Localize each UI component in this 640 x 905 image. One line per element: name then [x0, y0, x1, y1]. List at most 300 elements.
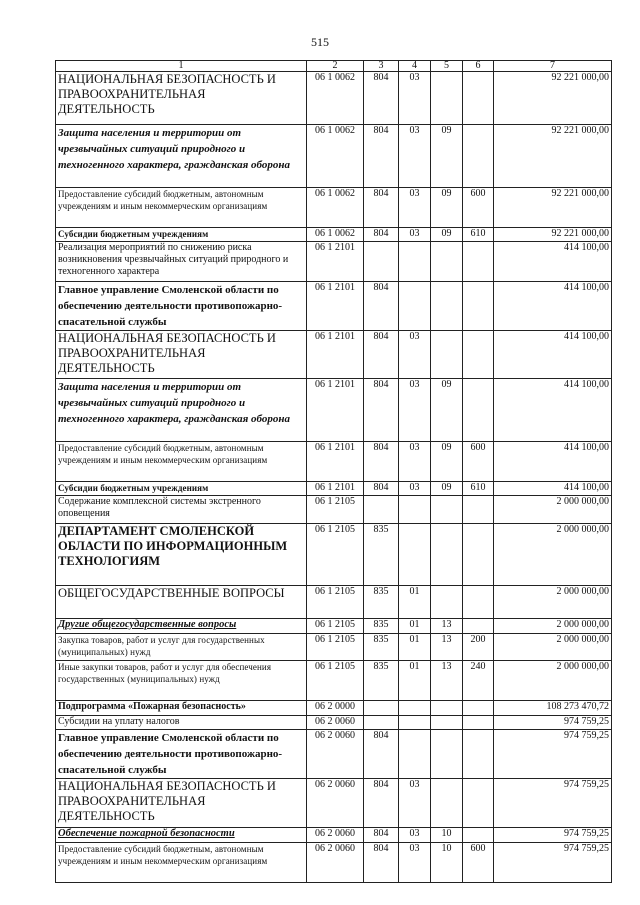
- subsection-code-cell: [431, 125, 463, 188]
- subsection-code-cell: [431, 72, 463, 125]
- amount-cell: [494, 442, 612, 482]
- row-name-cell: [56, 442, 307, 482]
- subsection-code-cell: [431, 331, 463, 379]
- row-name-cell: [56, 242, 307, 282]
- target-article-code-cell: [307, 730, 364, 779]
- department-code-cell: [364, 619, 399, 634]
- target-article-code: 06 1 0062: [315, 228, 355, 239]
- section-code-cell: [399, 843, 431, 883]
- target-article-code: 06 1 0062: [315, 125, 355, 136]
- amount: 2 000 000,00: [556, 496, 609, 507]
- row-name: Подпрограмма «Пожарная безопасность»: [58, 701, 246, 712]
- amount: 2 000 000,00: [556, 619, 609, 630]
- column-header: 5: [431, 61, 463, 72]
- section-code: 03: [409, 125, 420, 136]
- amount-cell: [494, 331, 612, 379]
- column-number-row: [56, 61, 612, 72]
- department-code-cell: [364, 282, 399, 331]
- section-code: 03: [409, 228, 420, 239]
- amount: 108 273 470,72: [546, 701, 609, 712]
- target-article-code: 06 1 2105: [315, 586, 355, 597]
- section-code-cell: [399, 188, 431, 228]
- subsection-code: 09: [441, 379, 452, 390]
- department-code: 804: [373, 125, 389, 136]
- amount: 2 000 000,00: [556, 661, 609, 672]
- table-row: [56, 188, 612, 228]
- subsection-code: 09: [441, 188, 452, 199]
- target-article-code: 06 1 2101: [315, 442, 355, 453]
- section-code: 03: [409, 482, 420, 493]
- target-article-code: 06 1 2105: [315, 634, 355, 645]
- row-name: НАЦИОНАЛЬНАЯ БЕЗОПАСНОСТЬ И ПРАВООХРАНИТЕЛЬНАЯ ДЕЯТЕЛЬНОСТЬ: [58, 72, 276, 116]
- row-name: Содержание комплексной системы экстренного оповещения: [58, 496, 261, 519]
- department-code-cell: [364, 730, 399, 779]
- target-article-code-cell: [307, 442, 364, 482]
- table-row: [56, 125, 612, 188]
- amount-cell: [494, 634, 612, 661]
- row-name: Субсидии на уплату налогов: [58, 716, 180, 727]
- row-name-cell: [56, 701, 307, 716]
- row-name: Главное управление Смоленской области по обеспечению деятельности противопожарно-спасательной службы: [58, 732, 283, 776]
- target-article-code-cell: [307, 524, 364, 586]
- section-code-cell: [399, 482, 431, 496]
- expense-type-code-cell: [463, 282, 494, 331]
- row-name-cell: [56, 730, 307, 779]
- amount-cell: [494, 188, 612, 228]
- subsection-code-cell: [431, 619, 463, 634]
- expense-type-code-cell: [463, 779, 494, 828]
- target-article-code-cell: [307, 228, 364, 242]
- amount: 974 759,25: [564, 730, 609, 741]
- row-name: Предоставление субсидий бюджетным, автономным учреждениям и иным некоммерческим организациям: [58, 443, 268, 465]
- target-article-code: 06 1 2101: [315, 331, 355, 342]
- subsection-code-cell: [431, 730, 463, 779]
- row-name: Закупка товаров, работ и услуг для государственных (муниципальных) нужд: [58, 635, 265, 657]
- expense-type-code-cell: [463, 72, 494, 125]
- table-row: [56, 701, 612, 716]
- expense-type-code-cell: [463, 586, 494, 619]
- target-article-code: 06 1 2101: [315, 282, 355, 293]
- table-row: [56, 72, 612, 125]
- subsection-code-cell: [431, 496, 463, 524]
- row-name: Защита населения и территории от чрезвычайных ситуаций природного и техногенного характера, гражданская оборона: [58, 381, 290, 425]
- department-code-cell: [364, 379, 399, 442]
- target-article-code-cell: [307, 619, 364, 634]
- section-code: 03: [409, 72, 420, 83]
- target-article-code: 06 1 2101: [315, 242, 355, 253]
- expense-type-code-cell: [463, 619, 494, 634]
- department-code-cell: [364, 634, 399, 661]
- column-header: 1: [56, 61, 307, 72]
- amount-cell: [494, 779, 612, 828]
- department-code: 835: [373, 619, 389, 630]
- section-code: 03: [409, 379, 420, 390]
- section-code: 03: [409, 779, 420, 790]
- amount: 2 000 000,00: [556, 634, 609, 645]
- target-article-code: 06 1 2105: [315, 496, 355, 507]
- row-name: Предоставление субсидий бюджетным, автономным учреждениям и иным некоммерческим организациям: [58, 189, 268, 211]
- department-code-cell: [364, 828, 399, 843]
- row-name: Субсидии бюджетным учреждениям: [58, 229, 209, 239]
- expense-type-code-cell: [463, 125, 494, 188]
- amount: 92 221 000,00: [551, 72, 609, 83]
- amount: 414 100,00: [564, 282, 609, 293]
- subsection-code-cell: [431, 716, 463, 730]
- target-article-code-cell: [307, 125, 364, 188]
- target-article-code-cell: [307, 379, 364, 442]
- row-name: Обеспечение пожарной безопасности: [58, 828, 235, 839]
- row-name-cell: [56, 188, 307, 228]
- subsection-code-cell: [431, 779, 463, 828]
- department-code: 804: [373, 828, 389, 839]
- amount-cell: [494, 828, 612, 843]
- amount-cell: [494, 730, 612, 779]
- row-name-cell: [56, 496, 307, 524]
- amount: 92 221 000,00: [551, 188, 609, 199]
- amount-cell: [494, 72, 612, 125]
- subsection-code-cell: [431, 282, 463, 331]
- expense-type-code-cell: [463, 843, 494, 883]
- amount-cell: [494, 496, 612, 524]
- expense-type-code-cell: [463, 661, 494, 701]
- subsection-code-cell: [431, 188, 463, 228]
- subsection-code-cell: [431, 661, 463, 701]
- subsection-code-cell: [431, 828, 463, 843]
- table-row: [56, 228, 612, 242]
- target-article-code-cell: [307, 843, 364, 883]
- table-row: [56, 828, 612, 843]
- subsection-code: 13: [441, 619, 452, 630]
- row-name: Реализация мероприятий по снижению риска возникновения чрезвычайных ситуаций природного и техногенного характера: [58, 242, 289, 277]
- department-code-cell: [364, 524, 399, 586]
- section-code-cell: [399, 716, 431, 730]
- row-name: Предоставление субсидий бюджетным, автономным учреждениям и иным некоммерческим организациям: [58, 844, 268, 866]
- expense-type-code-cell: [463, 496, 494, 524]
- amount-cell: [494, 843, 612, 883]
- department-code-cell: [364, 72, 399, 125]
- target-article-code: 06 2 0060: [315, 828, 355, 839]
- expense-type-code-cell: [463, 188, 494, 228]
- target-article-code: 06 1 2101: [315, 482, 355, 493]
- expense-type-code-cell: [463, 524, 494, 586]
- table-row: [56, 482, 612, 496]
- expense-type-code: 610: [470, 228, 486, 239]
- department-code: 804: [373, 228, 389, 239]
- target-article-code-cell: [307, 72, 364, 125]
- expense-type-code: 600: [470, 843, 486, 854]
- target-article-code-cell: [307, 701, 364, 716]
- expense-type-code-cell: [463, 482, 494, 496]
- target-article-code-cell: [307, 242, 364, 282]
- subsection-code: 09: [441, 482, 452, 493]
- department-code: 804: [373, 482, 389, 493]
- target-article-code-cell: [307, 716, 364, 730]
- target-article-code: 06 2 0060: [315, 779, 355, 790]
- row-name-cell: [56, 282, 307, 331]
- department-code-cell: [364, 496, 399, 524]
- target-article-code-cell: [307, 331, 364, 379]
- table-row: [56, 586, 612, 619]
- section-code-cell: [399, 634, 431, 661]
- row-name-cell: [56, 228, 307, 242]
- amount: 92 221 000,00: [551, 125, 609, 136]
- subsection-code: 10: [441, 828, 452, 839]
- department-code-cell: [364, 716, 399, 730]
- section-code: 03: [409, 188, 420, 199]
- amount: 974 759,25: [564, 779, 609, 790]
- section-code-cell: [399, 619, 431, 634]
- amount-cell: [494, 228, 612, 242]
- row-name: НАЦИОНАЛЬНАЯ БЕЗОПАСНОСТЬ И ПРАВООХРАНИТЕЛЬНАЯ ДЕЯТЕЛЬНОСТЬ: [58, 779, 276, 823]
- amount-cell: [494, 716, 612, 730]
- amount-cell: [494, 379, 612, 442]
- target-article-code-cell: [307, 586, 364, 619]
- table-row: [56, 242, 612, 282]
- subsection-code-cell: [431, 442, 463, 482]
- row-name-cell: [56, 586, 307, 619]
- target-article-code-cell: [307, 779, 364, 828]
- department-code-cell: [364, 586, 399, 619]
- section-code: 03: [409, 331, 420, 342]
- target-article-code: 06 1 0062: [315, 188, 355, 199]
- subsection-code: 13: [441, 661, 452, 672]
- amount: 92 221 000,00: [551, 228, 609, 239]
- row-name: НАЦИОНАЛЬНАЯ БЕЗОПАСНОСТЬ И ПРАВООХРАНИТЕЛЬНАЯ ДЕЯТЕЛЬНОСТЬ: [58, 331, 276, 375]
- amount: 414 100,00: [564, 242, 609, 253]
- department-code: 804: [373, 379, 389, 390]
- expense-type-code: 610: [470, 482, 486, 493]
- amount-cell: [494, 701, 612, 716]
- subsection-code-cell: [431, 634, 463, 661]
- page-number: 515: [311, 35, 329, 49]
- row-name: ОБЩЕГОСУДАРСТВЕННЫЕ ВОПРОСЫ: [58, 586, 285, 600]
- section-code-cell: [399, 661, 431, 701]
- amount: 2 000 000,00: [556, 586, 609, 597]
- expense-type-code-cell: [463, 442, 494, 482]
- department-code-cell: [364, 442, 399, 482]
- row-name-cell: [56, 482, 307, 496]
- row-name-cell: [56, 843, 307, 883]
- target-article-code: 06 2 0060: [315, 716, 355, 727]
- section-code: 01: [409, 661, 420, 672]
- target-article-code: 06 1 2105: [315, 619, 355, 630]
- table-row: [56, 282, 612, 331]
- target-article-code-cell: [307, 634, 364, 661]
- budget-table: [55, 60, 612, 883]
- expense-type-code-cell: [463, 701, 494, 716]
- amount-cell: [494, 661, 612, 701]
- subsection-code-cell: [431, 701, 463, 716]
- row-name-cell: [56, 779, 307, 828]
- department-code-cell: [364, 228, 399, 242]
- target-article-code-cell: [307, 482, 364, 496]
- subsection-code-cell: [431, 242, 463, 282]
- row-name-cell: [56, 716, 307, 730]
- section-code-cell: [399, 496, 431, 524]
- table-row: [56, 779, 612, 828]
- department-code-cell: [364, 482, 399, 496]
- amount: 414 100,00: [564, 442, 609, 453]
- amount-cell: [494, 482, 612, 496]
- department-code: 804: [373, 779, 389, 790]
- department-code: 804: [373, 72, 389, 83]
- amount-cell: [494, 125, 612, 188]
- table-row: [56, 379, 612, 442]
- row-name: Иные закупки товаров, работ и услуг для обеспечения государственных (муниципальных) нужд: [58, 662, 272, 684]
- department-code: 835: [373, 524, 389, 535]
- expense-type-code-cell: [463, 379, 494, 442]
- amount: 974 759,25: [564, 716, 609, 727]
- row-name: Субсидии бюджетным учреждениям: [58, 483, 209, 493]
- department-code-cell: [364, 779, 399, 828]
- expense-type-code: 240: [470, 661, 486, 672]
- section-code: 03: [409, 828, 420, 839]
- amount-cell: [494, 242, 612, 282]
- department-code: 804: [373, 843, 389, 854]
- amount: 974 759,25: [564, 828, 609, 839]
- department-code: 804: [373, 188, 389, 199]
- row-name: ДЕПАРТАМЕНТ СМОЛЕНСКОЙ ОБЛАСТИ ПО ИНФОРМАЦИОННЫМ ТЕХНОЛОГИЯМ: [58, 524, 288, 568]
- section-code-cell: [399, 442, 431, 482]
- section-code-cell: [399, 779, 431, 828]
- section-code: 01: [409, 586, 420, 597]
- row-name: Защита населения и территории от чрезвычайных ситуаций природного и техногенного характера, гражданская оборона: [58, 127, 290, 171]
- target-article-code: 06 1 2105: [315, 524, 355, 535]
- section-code-cell: [399, 282, 431, 331]
- table-row: [56, 716, 612, 730]
- expense-type-code-cell: [463, 716, 494, 730]
- amount: 974 759,25: [564, 843, 609, 854]
- department-code-cell: [364, 701, 399, 716]
- department-code-cell: [364, 188, 399, 228]
- section-code-cell: [399, 242, 431, 282]
- expense-type-code: 600: [470, 188, 486, 199]
- subsection-code-cell: [431, 228, 463, 242]
- department-code-cell: [364, 331, 399, 379]
- subsection-code-cell: [431, 524, 463, 586]
- subsection-code: 09: [441, 228, 452, 239]
- subsection-code: 13: [441, 634, 452, 645]
- expense-type-code-cell: [463, 331, 494, 379]
- row-name-cell: [56, 828, 307, 843]
- section-code-cell: [399, 228, 431, 242]
- table-row: [56, 619, 612, 634]
- row-name-cell: [56, 634, 307, 661]
- target-article-code: 06 1 2105: [315, 661, 355, 672]
- table-body: [56, 72, 612, 883]
- target-article-code-cell: [307, 661, 364, 701]
- section-code-cell: [399, 72, 431, 125]
- expense-type-code-cell: [463, 242, 494, 282]
- expense-type-code-cell: [463, 828, 494, 843]
- amount: 414 100,00: [564, 482, 609, 493]
- section-code: 03: [409, 843, 420, 854]
- subsection-code: 10: [441, 843, 452, 854]
- section-code: 03: [409, 442, 420, 453]
- department-code-cell: [364, 242, 399, 282]
- subsection-code-cell: [431, 586, 463, 619]
- section-code: 01: [409, 619, 420, 630]
- expense-type-code-cell: [463, 228, 494, 242]
- column-header: 3: [364, 61, 399, 72]
- column-header: 4: [399, 61, 431, 72]
- row-name-cell: [56, 125, 307, 188]
- table-row: [56, 331, 612, 379]
- subsection-code: 09: [441, 442, 452, 453]
- section-code-cell: [399, 730, 431, 779]
- department-code: 804: [373, 282, 389, 293]
- section-code-cell: [399, 379, 431, 442]
- section-code-cell: [399, 828, 431, 843]
- row-name-cell: [56, 661, 307, 701]
- department-code-cell: [364, 661, 399, 701]
- subsection-code-cell: [431, 843, 463, 883]
- subsection-code-cell: [431, 379, 463, 442]
- section-code-cell: [399, 524, 431, 586]
- target-article-code: 06 2 0060: [315, 730, 355, 741]
- row-name-cell: [56, 72, 307, 125]
- target-article-code-cell: [307, 188, 364, 228]
- amount: 2 000 000,00: [556, 524, 609, 535]
- table-row: [56, 730, 612, 779]
- amount: 414 100,00: [564, 331, 609, 342]
- target-article-code-cell: [307, 828, 364, 843]
- column-header: 2: [307, 61, 364, 72]
- section-code-cell: [399, 125, 431, 188]
- department-code-cell: [364, 125, 399, 188]
- table-row: [56, 843, 612, 883]
- section-code-cell: [399, 586, 431, 619]
- target-article-code: 06 2 0000: [315, 701, 355, 712]
- row-name-cell: [56, 524, 307, 586]
- section-code-cell: [399, 701, 431, 716]
- table-row: [56, 661, 612, 701]
- row-name-cell: [56, 619, 307, 634]
- department-code: 835: [373, 586, 389, 597]
- section-code-cell: [399, 331, 431, 379]
- department-code: 835: [373, 634, 389, 645]
- department-code: 804: [373, 331, 389, 342]
- column-header: 7: [494, 61, 612, 72]
- target-article-code: 06 1 0062: [315, 72, 355, 83]
- expense-type-code-cell: [463, 634, 494, 661]
- amount-cell: [494, 282, 612, 331]
- amount-cell: [494, 524, 612, 586]
- department-code: 835: [373, 661, 389, 672]
- amount-cell: [494, 619, 612, 634]
- subsection-code-cell: [431, 482, 463, 496]
- expense-type-code: 200: [470, 634, 486, 645]
- table-row: [56, 442, 612, 482]
- amount: 414 100,00: [564, 379, 609, 390]
- table-row: [56, 524, 612, 586]
- subsection-code: 09: [441, 125, 452, 136]
- target-article-code: 06 2 0060: [315, 843, 355, 854]
- department-code: 804: [373, 730, 389, 741]
- row-name-cell: [56, 379, 307, 442]
- target-article-code-cell: [307, 496, 364, 524]
- target-article-code: 06 1 2101: [315, 379, 355, 390]
- row-name: Другие общегосударственные вопросы: [58, 619, 237, 630]
- row-name-cell: [56, 331, 307, 379]
- section-code: 01: [409, 634, 420, 645]
- expense-type-code-cell: [463, 730, 494, 779]
- table-row: [56, 496, 612, 524]
- table-row: [56, 634, 612, 661]
- expense-type-code: 600: [470, 442, 486, 453]
- row-name: Главное управление Смоленской области по обеспечению деятельности противопожарно-спасательной службы: [58, 284, 283, 328]
- department-code: 804: [373, 442, 389, 453]
